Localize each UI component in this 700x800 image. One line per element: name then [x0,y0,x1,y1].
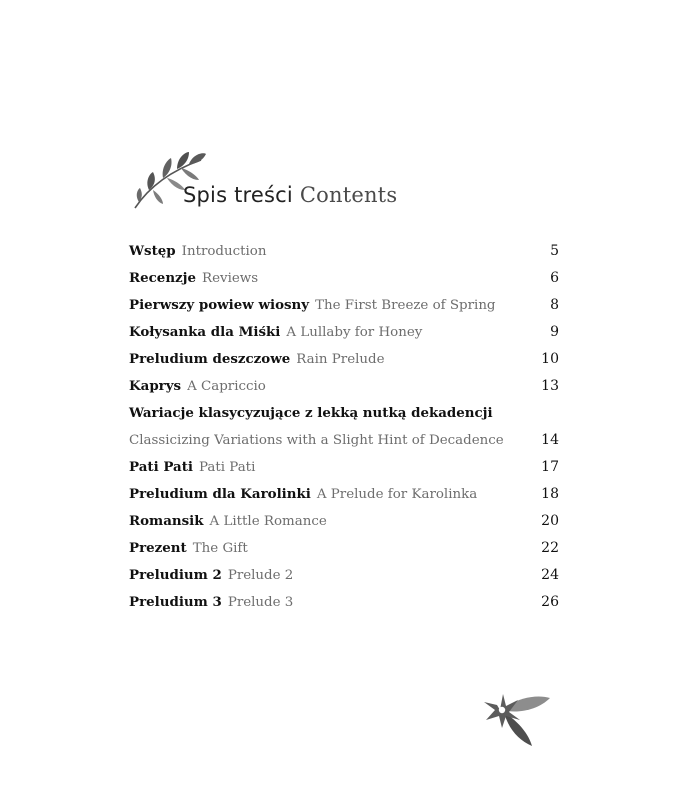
entry-title-polish: Prezent [129,540,187,556]
page-number: 10 [541,351,559,367]
entry-title-polish: Romansik [129,513,204,529]
entry-title-polish: Preludium 3 [129,594,222,610]
toc-entry [129,292,561,319]
title-english: Contents [299,183,398,207]
entry-title-polish: Kaprys [129,378,182,394]
page-number: 17 [541,459,559,475]
entry-title-english: Introduction [181,244,267,259]
entry-title-polish: Kołysanka dla Miśki [129,324,281,340]
entry-title-polish: Pierwszy powiew wiosny [129,297,310,313]
entry-title-english: A Lullaby for Honey [286,325,423,340]
toc-entry [129,535,561,562]
entry-title-english: Reviews [202,271,259,286]
entry-title-polish: Preludium deszczowe [129,351,291,367]
entry-title-english: Pati Pati [198,460,256,475]
entry-title-english: Prelude 3 [227,595,294,610]
entry-title-english: The Gift [192,541,248,556]
toc-entry [129,400,561,427]
toc-entry [129,265,561,292]
page-number: 9 [550,324,559,340]
page-number: 14 [541,432,559,448]
page-number: 24 [541,567,559,583]
entry-title-polish: Preludium 2 [129,567,222,583]
toc-entry [129,589,561,616]
entry-title-english: A Little Romance [209,514,327,529]
entry-title-english: The First Breeze of Spring [315,298,496,313]
page-number: 13 [541,378,559,394]
page-number: 8 [550,297,559,313]
entry-title-polish: Preludium dla Karolinki [129,486,311,502]
toc-entry [129,238,561,265]
page-number: 6 [550,270,559,286]
page-number: 18 [541,486,559,502]
page-number: 26 [541,594,559,610]
flower-leaves-icon [480,688,552,748]
entry-title-polish: Pati Pati [129,459,193,475]
toc-entry [129,346,561,373]
toc-entry [129,454,561,481]
entry-title-english: A Prelude for Karolinka [316,487,478,502]
entry-title-english: Classicizing Variations with a Slight Hint of Decadence [129,433,504,448]
toc-entry [129,508,561,535]
page-number: 20 [541,513,559,529]
toc-entry [129,319,561,346]
title-polish: Spis treści [183,183,293,207]
page-number: 5 [550,243,559,259]
entry-title-polish: Recenzje [129,270,197,286]
table-of-contents [129,238,561,616]
toc-entry [129,481,561,508]
entry-title-english: Prelude 2 [227,568,294,583]
toc-entry [129,427,561,454]
page-title [183,183,397,207]
page-number: 22 [541,540,559,556]
toc-entry [129,373,561,400]
entry-title-polish: Wariacje klasycyzujące z lekką nutką dekadencji [129,405,493,421]
entry-title-english: Rain Prelude [296,352,385,367]
entry-title-polish: Wstęp [129,243,176,259]
toc-entry [129,562,561,589]
entry-title-english: A Capriccio [187,379,266,394]
